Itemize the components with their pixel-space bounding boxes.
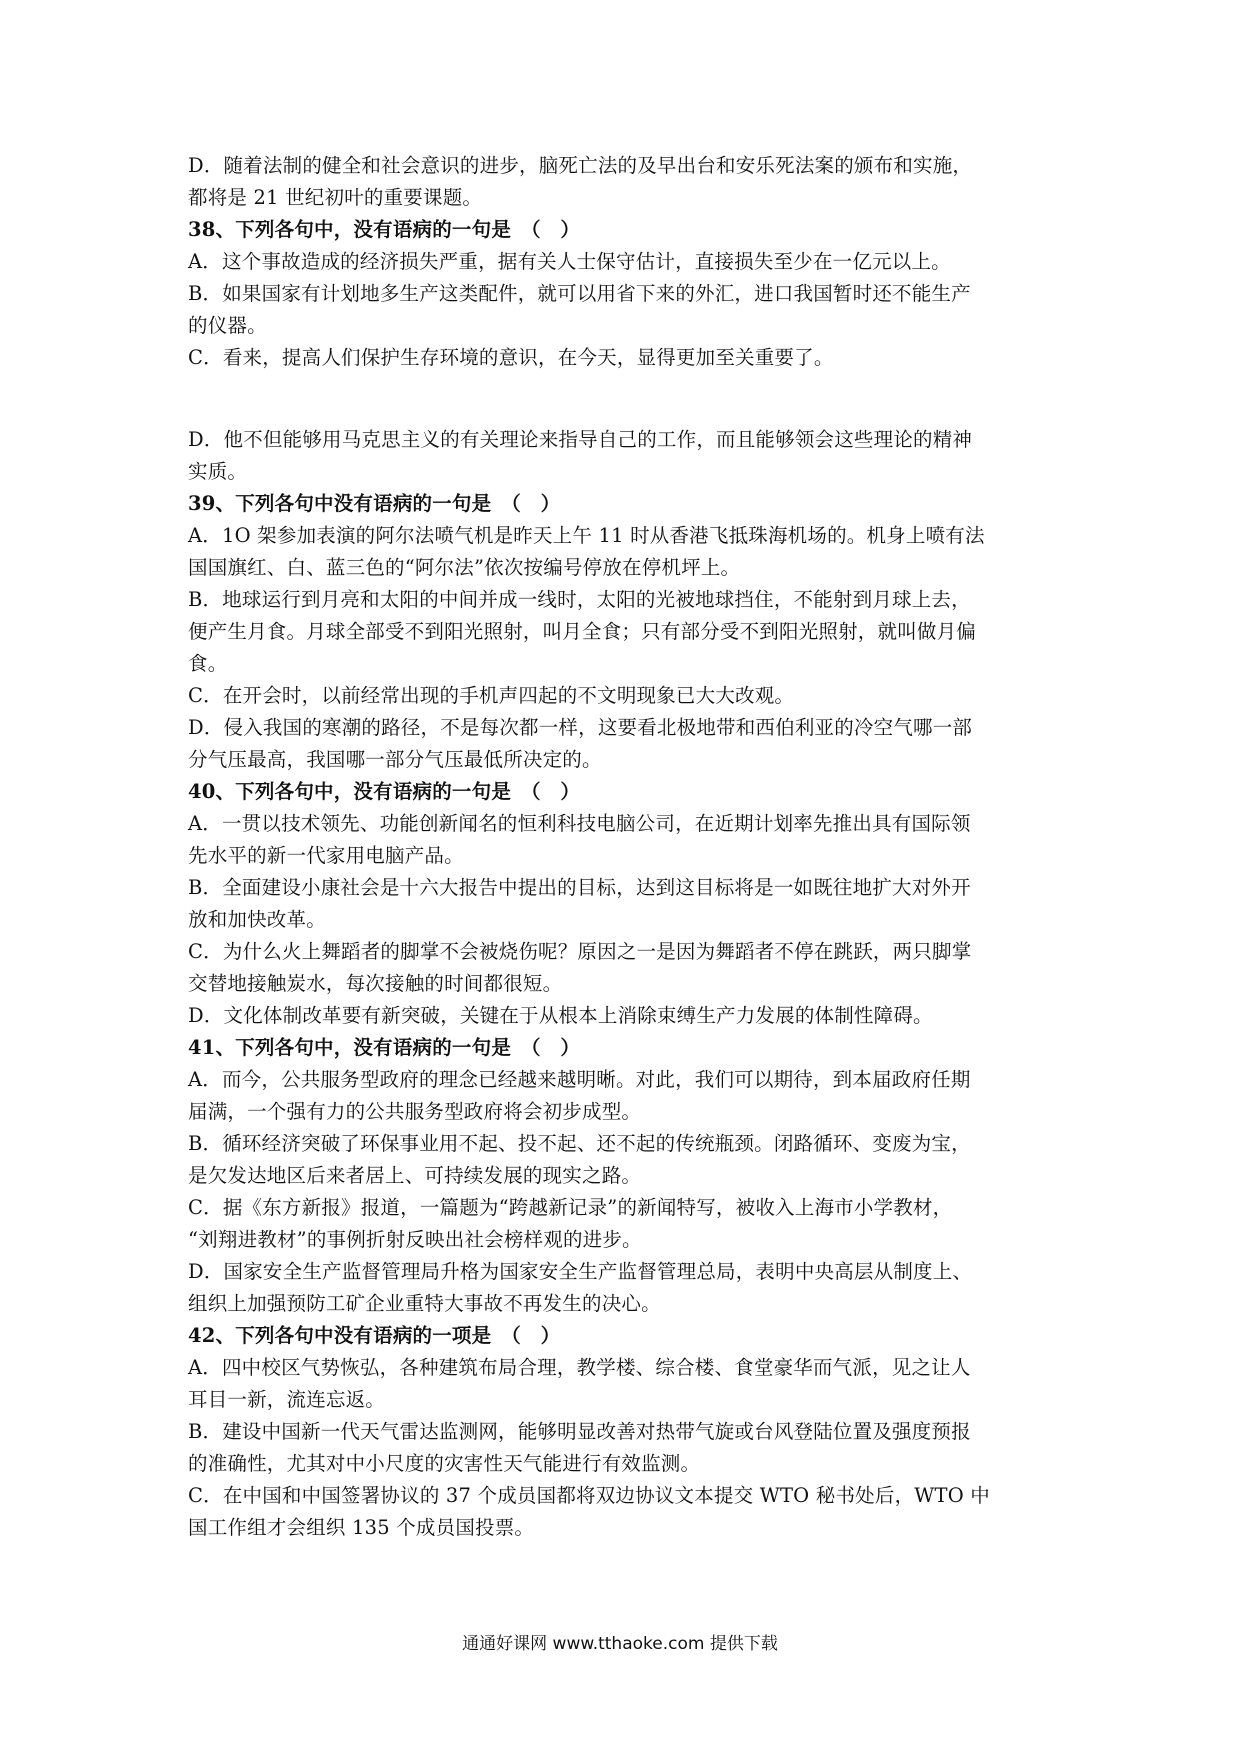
text-line: 便产生月食。月球全部受不到阳光照射，叫月全食；只有部分受不到阳光照射，就叫做月偏 xyxy=(188,620,977,643)
text-line: C．为什么火上舞蹈者的脚掌不会被烧伤呢？原因之一是因为舞蹈者不停在跳跃，两只脚掌 xyxy=(188,940,972,963)
text-line: 耳目一新，流连忘返。 xyxy=(188,1388,386,1411)
text-line: A．这个事故造成的经济损失严重，据有关人士保守估计，直接损失至少在一亿元以上。 xyxy=(188,250,951,273)
text-line: 的准确性，尤其对中小尺度的灾害性天气能进行有效监测。 xyxy=(188,1452,701,1475)
text-line: B．全面建设小康社会是十六大报告中提出的目标，达到这目标将是一如既往地扩大对外开 xyxy=(188,876,971,899)
question-heading: 41、下列各句中，没有语病的一句是 （ ） xyxy=(188,1036,581,1059)
text-line: 食。 xyxy=(188,652,228,675)
document-body xyxy=(188,150,1068,1544)
text-line: B．如果国家有计划地多生产这类配件，就可以用省下来的外汇，进口我国暂时还不能生产 xyxy=(188,282,971,305)
text-line: 都将是 21 世纪初叶的重要课题。 xyxy=(188,186,483,209)
text-line: D．文化体制改革要有新突破，关键在于从根本上消除束缚生产力发展的体制性障碍。 xyxy=(188,1004,933,1027)
text-line: A．而今，公共服务型政府的理念已经越来越明晰。对此，我们可以期待，到本届政府任期 xyxy=(188,1068,971,1091)
text-line: 组织上加强预防工矿企业重特大事故不再发生的决心。 xyxy=(188,1292,661,1315)
text-line: 是欠发达地区后来者居上、可持续发展的现实之路。 xyxy=(188,1164,642,1187)
text-line: A．1O 架参加表演的阿尔法喷气机是昨天上午 11 时从香港飞抵珠海机场的。机身上喷有法 xyxy=(188,524,985,547)
question-heading: 42、下列各句中没有语病的一项是 （ ） xyxy=(188,1324,561,1347)
text-line: D．随着法制的健全和社会意识的进步，脑死亡法的及早出台和安乐死法案的颁布和实施， xyxy=(188,154,973,177)
text-line: A．一贯以技术领先、功能创新闻名的恒利科技电脑公司，在近期计划率先推出具有国际领 xyxy=(188,812,971,835)
text-line: 放和加快改革。 xyxy=(188,908,326,931)
text-line: 的仪器。 xyxy=(188,314,267,337)
text-line: 分气压最高，我国哪一部分气压最低所决定的。 xyxy=(188,748,602,771)
blank-space xyxy=(188,374,1068,424)
text-line: 届满，一个强有力的公共服务型政府将会初步成型。 xyxy=(188,1100,642,1123)
text-line: B．循环经济突破了环保事业用不起、投不起、还不起的传统瓶颈。闭路循环、变废为宝， xyxy=(188,1132,971,1155)
text-line: A．四中校区气势恢弘，各种建筑布局合理，教学楼、综合楼、食堂豪华而气派，见之让人 xyxy=(188,1356,971,1379)
text-line: 先水平的新一代家用电脑产品。 xyxy=(188,844,464,867)
text-line: D．国家安全生产监督管理局升格为国家安全生产监督管理总局，表明中央高层从制度上、 xyxy=(188,1260,973,1283)
text-line: C．看来，提高人们保护生存环境的意识，在今天，显得更加至关重要了。 xyxy=(188,346,834,369)
question-heading: 38、下列各句中，没有语病的一句是 （ ） xyxy=(188,218,581,241)
text-line: 实质。 xyxy=(188,460,248,483)
text-line: B．地球运行到月亮和太阳的中间并成一线时，太阳的光被地球挡住，不能射到月球上去， xyxy=(188,588,971,611)
text-line: 国国旗红、白、蓝三色的“阿尔法”依次按编号停放在停机坪上。 xyxy=(188,556,741,579)
question-heading: 39、下列各句中没有语病的一句是 （ ） xyxy=(188,492,561,515)
text-line: B．建设中国新一代天气雷达监测网，能够明显改善对热带气旋或台风登陆位置及强度预报 xyxy=(188,1420,971,1443)
text-line: D．侵入我国的寒潮的路径，不是每次都一样，这要看北极地带和西伯利亚的冷空气哪一部 xyxy=(188,716,973,739)
page-footer: 通通好课网 www.tthaoke.com 提供下载 xyxy=(462,1634,778,1654)
text-line: 交替地接触炭水，每次接触的时间都很短。 xyxy=(188,972,563,995)
text-line: “刘翔进教材”的事例折射反映出社会榜样观的进步。 xyxy=(188,1228,642,1251)
text-line: C．据《东方新报》报道，一篇题为“跨越新记录”的新闻特写，被收入上海市小学教材， xyxy=(188,1196,953,1219)
text-line: D．他不但能够用马克思主义的有关理论来指导自己的工作，而且能够领会这些理论的精神 xyxy=(188,428,973,451)
text-line: C．在开会时，以前经常出现的手机声四起的不文明现象已大大改观。 xyxy=(188,684,795,707)
text-line: 国工作组才会组织 135 个成员国投票。 xyxy=(188,1516,535,1539)
text-line: C．在中国和中国签署协议的 37 个成员国都将双边协议文本提交 WTO 秘书处后，WTO 中 xyxy=(188,1484,990,1507)
question-heading: 40、下列各句中，没有语病的一句是 （ ） xyxy=(188,780,581,803)
